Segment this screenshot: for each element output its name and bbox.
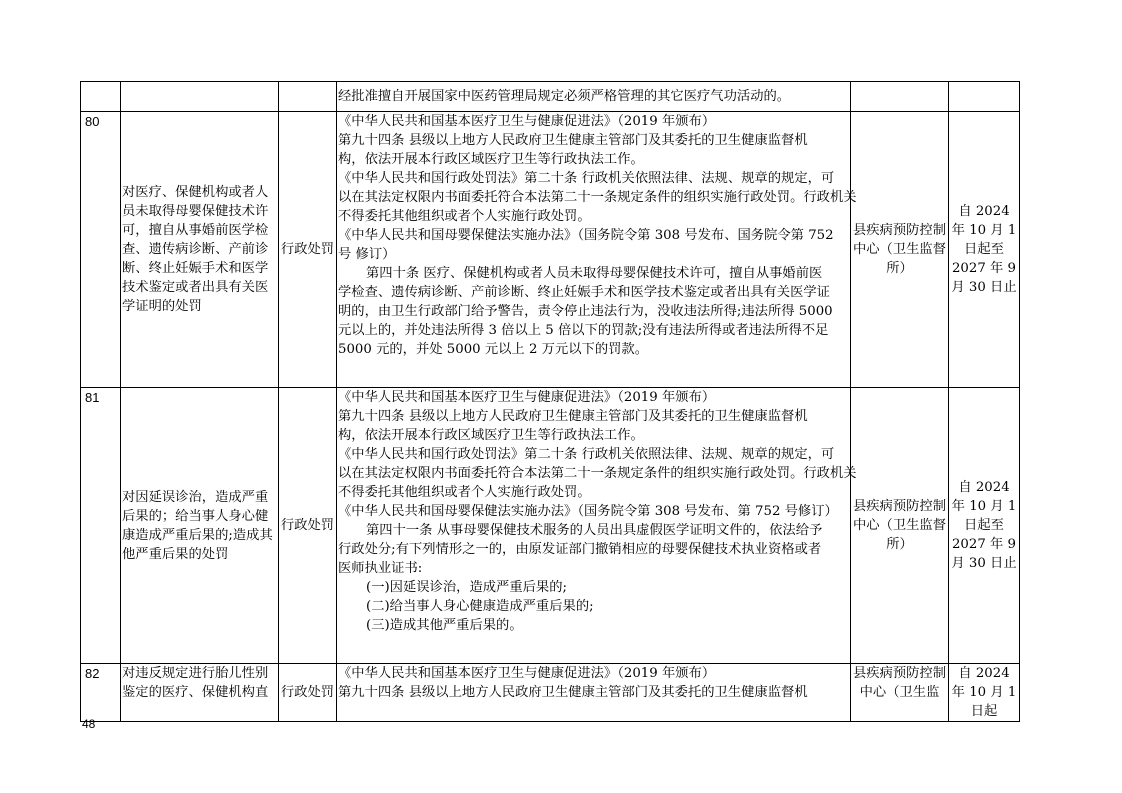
basis-line: (一)因延误诊治，造成严重后果的; — [366, 580, 568, 595]
power-type — [279, 82, 337, 112]
page-number: 48 — [82, 717, 96, 731]
basis-line: 不得委托其他组织或者个人实施行政处罚。 — [338, 209, 591, 224]
item-name: 对违反规定进行胎儿性别鉴定的医疗、保健机构直 — [121, 664, 279, 722]
basis-line: 第九十四条 县级以上地方人民政府卫生健康主管部门及其委托的卫生健康监督机 — [338, 409, 808, 424]
basis-line: 学检查、遗传病诊断、产前诊断、终止妊娠手术和医学技术鉴定或者出具有关医学证 — [338, 285, 830, 300]
department: 县疾病预防控制中心（卫生监督所） — [851, 388, 949, 664]
row-number: 82 — [81, 664, 121, 722]
basis-line: 第四十条 医疗、保健机构或者人员未取得母婴保健技术许可，擅自从事婚前医 — [366, 266, 823, 281]
basis-line: 以在其法定权限内书面委托符合本法第二十一条规定条件的组织实施行政处罚。行政机关 — [338, 190, 857, 205]
basis-line: 构，依法开展本行政区域医疗卫生等行政执法工作。 — [338, 152, 644, 167]
item-name — [121, 82, 279, 112]
legal-basis — [337, 388, 857, 664]
power-type: 行政处罚 — [279, 112, 337, 388]
basis-line: 《中华人民共和国基本医疗卫生与健康促进法》（2019 年颁布） — [338, 666, 716, 681]
period — [949, 82, 1020, 112]
basis-line: 明的，由卫生行政部门给予警告，责令停止违法行为，没收违法所得;违法所得 5000 — [338, 304, 833, 319]
basis-line: 《中华人民共和国基本医疗卫生与健康促进法》（2019 年颁布） — [338, 114, 716, 129]
power-type: 行政处罚 — [279, 664, 337, 722]
department — [851, 82, 949, 112]
regulation-table — [80, 81, 1020, 722]
basis-line: 号 修订） — [338, 247, 396, 262]
row-number — [81, 82, 121, 112]
basis-line: 构，依法开展本行政区域医疗卫生等行政执法工作。 — [338, 428, 644, 443]
table-row — [81, 664, 1020, 722]
basis-line: 不得委托其他组织或者个人实施行政处罚。 — [338, 485, 591, 500]
power-type: 行政处罚 — [279, 388, 337, 664]
regulation-table-frame — [80, 81, 1019, 719]
item-name: 对因延误诊治，造成严重后果的；给当事人身心健康造成严重后果的;造成其他严重后果的处罚 — [121, 388, 279, 664]
table-row — [81, 388, 1020, 664]
row-number: 80 — [81, 112, 121, 388]
basis-line: 《中华人民共和国基本医疗卫生与健康促进法》（2019 年颁布） — [338, 390, 716, 405]
department: 县疾病预防控制中心（卫生监 — [851, 664, 949, 722]
basis-line: 元以上的，并处违法所得 3 倍以上 5 倍以下的罚款;没有违法所得或者违法所得不足 — [338, 323, 829, 338]
legal-basis — [337, 82, 851, 112]
basis-line: 第九十四条 县级以上地方人民政府卫生健康主管部门及其委托的卫生健康监督机 — [338, 133, 808, 148]
basis-line: 《中华人民共和国母婴保健法实施办法》（国务院令第 308 号发布、第 752 号修订） — [338, 504, 838, 519]
item-name: 对医疗、保健机构或者人员未取得母婴保健技术许可，擅自从事婚前医学检查、遗传病诊断、产前诊断、终止妊娠手术和医学技术鉴定或者出具有关医学证明的处罚 — [121, 112, 279, 388]
table-row — [81, 112, 1020, 388]
basis-line: 第九十四条 县级以上地方人民政府卫生健康主管部门及其委托的卫生健康监督机 — [338, 685, 808, 700]
basis-line: 医师执业证书: — [338, 561, 423, 576]
basis-line: 第四十一条 从事母婴保健技术服务的人员出具虚假医学证明文件的，依法给予 — [366, 523, 823, 538]
basis-line: 5000 元的，并处 5000 元以上 2 万元以下的罚款。 — [338, 342, 649, 357]
legal-basis — [337, 664, 851, 722]
period: 自 2024 年 10 月 1 日起至 2027 年 9 月 30 日止 — [949, 112, 1020, 388]
basis-line: 以在其法定权限内书面委托符合本法第二十一条规定条件的组织实施行政处罚。行政机关 — [338, 466, 857, 481]
period: 自 2024 年 10 月 1 日起 — [949, 664, 1020, 722]
basis-line: 《中华人民共和国行政处罚法》第二十条 行政机关依照法律、法规、规章的规定，可 — [338, 171, 835, 186]
row-number: 81 — [81, 388, 121, 664]
basis-line: (二)给当事人身心健康造成严重后果的; — [366, 599, 594, 614]
basis-line: 经批准擅自开展国家中医药管理局规定必须严格管理的其它医疗气功活动的。 — [338, 89, 791, 104]
basis-line: 行政处分;有下列情形之一的，由原发证部门撤销相应的母婴保健技术执业资格或者 — [338, 542, 822, 557]
legal-basis — [337, 112, 857, 388]
basis-line: 《中华人民共和国母婴保健法实施办法》（国务院令第 308 号发布、国务院令第 752 — [338, 228, 834, 243]
department: 县疾病预防控制中心（卫生监督所） — [851, 112, 949, 388]
period: 自 2024 年 10 月 1 日起至 2027 年 9 月 30 日止 — [949, 388, 1020, 664]
table-row — [81, 82, 1020, 112]
basis-line: 《中华人民共和国行政处罚法》第二十条 行政机关依照法律、法规、规章的规定，可 — [338, 447, 835, 462]
basis-line: (三)造成其他严重后果的。 — [366, 618, 523, 633]
